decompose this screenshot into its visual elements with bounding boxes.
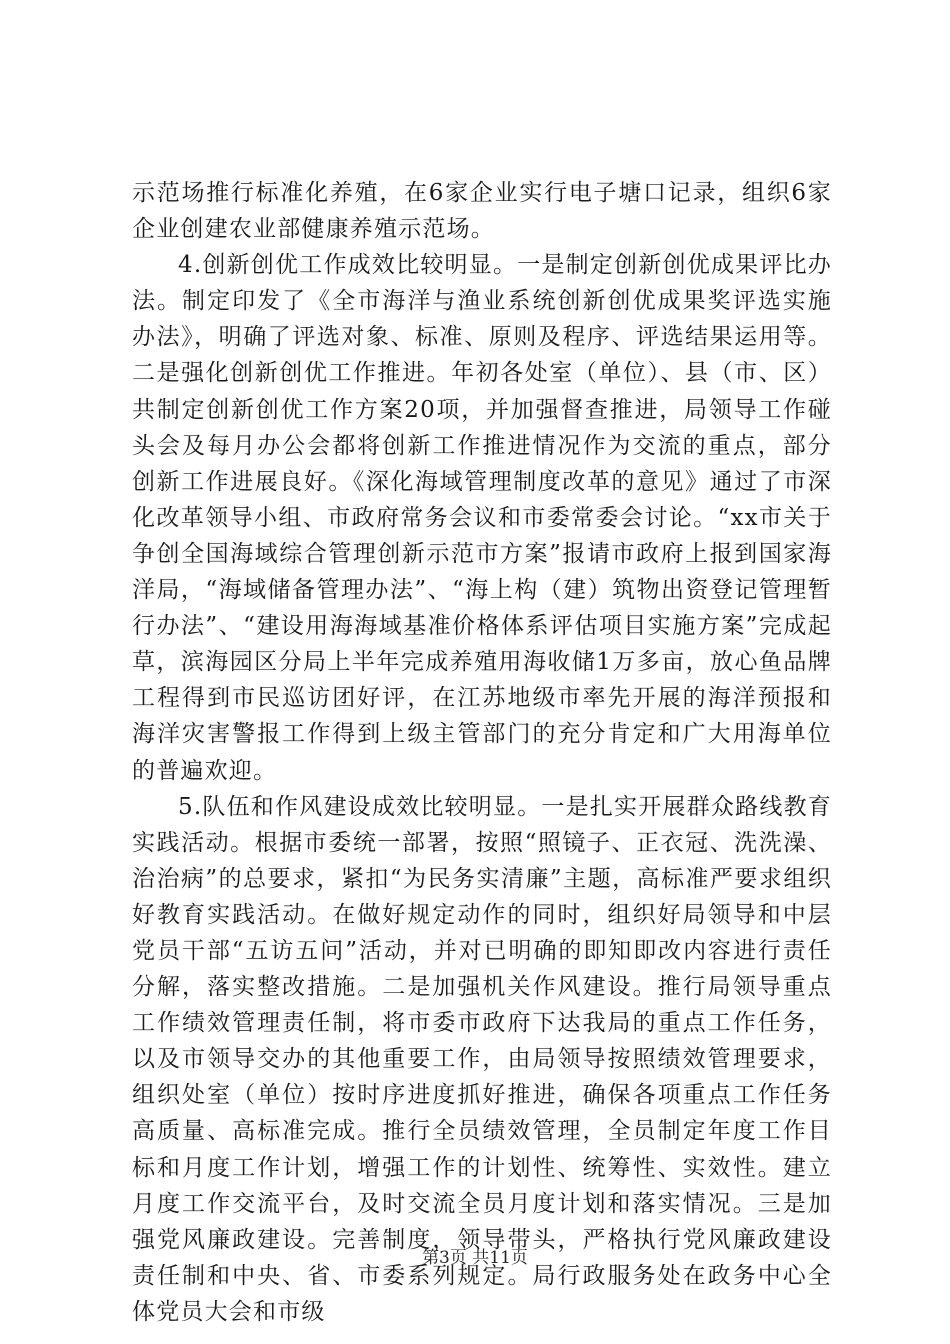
paragraph-team-building: 5.队伍和作风建设成效比较明显。一是扎实开展群众路线教育实践活动。根据市委统一部署，按照“照镜子、正衣冠、洗洗澡、治治病”的总要求，紧扣“为民务实清廉”主题，高标准严要求组织好教育实践活动。在做好规定动作的同时，组织好局领导和中层党员干部“五访五问”活动，并对已明确的即知即改内容进行责任分解，落实整改措施。二是加强机关作风建设。推行局领导重点工作绩效管理责任制，将市委市政府下达我局的重点工作任务，以及市领导交办的其他重要工作，由局领导按照绩效管理要求，组织处室（单位）按时序进度抓好推进，确保各项重点工作任务高质量、高标准完成。推行全员绩效管理，全员制定年度工作目标和月度工作计划，增强工作的计划性、统筹性、实效性。建立月度工作交流平台，及时交流全员月度计划和落实情况。三是加强党风廉政建设。完善制度，领导带头，严格执行党风廉政建设责任制和中央、省、市委系列规定。局行政服务处在政务中心全体党员大会和市级 (132, 793, 832, 1325)
paragraph-continuation: 示范场推行标准化养殖，在6家企业实行电子塘口记录，组织6家企业创建农业部健康养殖示范场。 (132, 180, 832, 243)
page-footer: 第3页 共11页 (422, 1248, 528, 1268)
document-body (132, 175, 832, 1330)
paragraph-innovation: 4.创新创优工作成效比较明显。一是制定创新创优成果评比办法。制定印发了《全市海洋与渔业系统创新创优成果奖评选实施办法》，明确了评选对象、标准、原则及程序、评选结果运用等。二是强化创新创优工作推进。年初各处室（单位）、县（市、区）共制定创新创优工作方案20项，并加强督查推进，局领导工作碰头会及每月办公会都将创新工作推进情况作为交流的重点，部分创新工作进展良好。《深化海域管理制度改革的意见》通过了市深化改革领导小组、市政府常务会议和市委常委会讨论。“xx市关于争创全国海域综合管理创新示范市方案”报请市政府上报到国家海洋局，“海域储备管理办法”、“海上构（建）筑物出资登记管理暂行办法”、“建设用海海域基准价格体系评估项目实施方案”完成起草，滨海园区分局上半年完成养殖用海收储1万多亩，放心鱼品牌工程得到市民巡访团好评，在江苏地级市率先开展的海洋预报和海洋灾害警报工作得到上级主管部门的充分肯定和广大用海单位的普遍欢迎。 (132, 252, 832, 784)
